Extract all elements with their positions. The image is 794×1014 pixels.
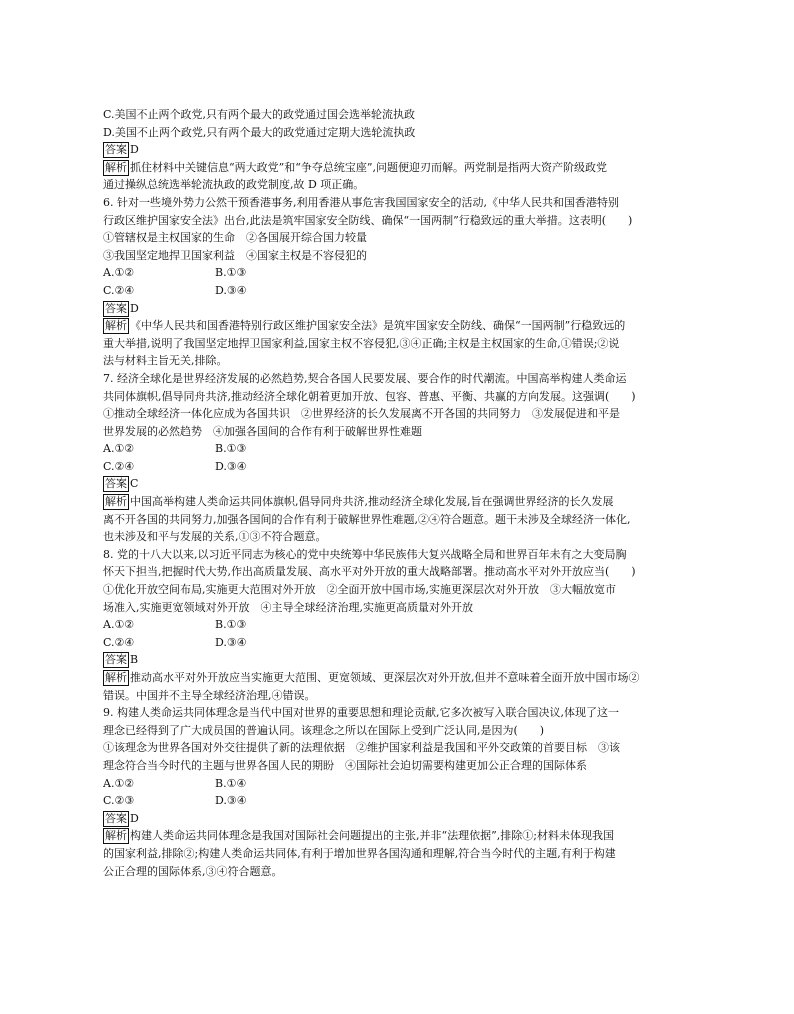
text-line: ①推动全球经济一体化应成为各国共识 ②世界经济的长久发展离不开各国的共同努力 ③发展促进和平是 xyxy=(103,407,620,421)
option-row xyxy=(103,775,703,793)
text-line: 重大举措,说明了我国坚定地捍卫国家利益,国家主权不容侵犯,③④正确;主权是主权国家的生命,①错误;②说 xyxy=(103,336,620,350)
option-row xyxy=(103,458,703,476)
analysis-label: 解析 xyxy=(105,829,127,843)
line-text: D xyxy=(130,301,139,315)
option-left: A.①② xyxy=(103,776,135,790)
line-text: B xyxy=(130,653,139,667)
line-text: D xyxy=(130,143,139,157)
option-left: A.①② xyxy=(103,442,135,456)
line-text: D xyxy=(130,811,139,825)
analysis-line xyxy=(103,493,703,511)
option-right: B.①③ xyxy=(215,442,247,456)
line-text: 构建人类命运共同体理念是我国对国际社会问题提出的主张,并非“法理依据”,排除①;材料未体现我国 xyxy=(130,829,614,843)
option-left: C.②④ xyxy=(103,283,135,297)
text-line: C.美国不止两个政党,只有两个最大的政党通过国会选举轮流执政 xyxy=(103,108,416,121)
analysis-line xyxy=(103,317,703,335)
text-line: 9. 构建人类命运共同体理念是当代中国对世界的重要思想和理论贡献,它多次被写入联合国决议,体现了这一 xyxy=(103,706,619,720)
option-right: B.①③ xyxy=(215,618,247,632)
answer-line xyxy=(103,300,703,318)
text-line: 的国家利益,排除②;构建人类命运共同体,有利于增加世界各国沟通和理解,符合当今时代的主题,有利于构建 xyxy=(103,846,616,860)
text-line: 行政区维护国家安全法》出台,此法是筑牢国家安全防线、确保“一国两制”行稳致远的重大举措。这表明( ) xyxy=(103,213,633,227)
line-text: C xyxy=(130,477,139,491)
analysis-line xyxy=(103,159,703,177)
answer-label: 答案 xyxy=(105,477,127,491)
text-line: D.美国不止两个政党,只有两个最大的政党通过定期大选轮流执政 xyxy=(103,125,416,139)
text-line: 共同体旗帜,倡导同舟共济,推动经济全球化朝着更加开放、包容、普惠、平衡、共赢的方向发展。这强调( ) xyxy=(103,389,636,403)
text-line: 法与材料主旨无关,排除。 xyxy=(103,354,228,368)
text-line: ①该理念为世界各国对外交往提供了新的法理依据 ②维护国家利益是我国和平外交政策的首要目标 ③该 xyxy=(103,741,620,755)
text-line: 7. 经济全球化是世界经济发展的必然趋势,契合各国人民要发展、要合作的时代潮流。中国高举构建人类命运 xyxy=(103,371,627,385)
analysis-label: 解析 xyxy=(105,319,127,333)
analysis-label: 解析 xyxy=(105,495,127,509)
option-row xyxy=(103,282,703,300)
option-left: C.②④ xyxy=(103,635,135,649)
answer-line xyxy=(103,810,703,828)
text-line: ①优化开放空间布局,实施更大范围对外开放 ②全面开放中国市场,实施更深层次对外开放 ③大幅放宽市 xyxy=(103,583,616,597)
option-row xyxy=(103,634,703,652)
option-left: A.①② xyxy=(103,266,135,280)
option-right: D.③④ xyxy=(215,794,247,808)
text-line: 理念已经得到了广大成员国的普遍认同。该理念之所以在国际上受到广泛认同,是因为( ) xyxy=(103,723,545,737)
analysis-line xyxy=(103,669,703,687)
text-line: 错误。中国并不主导全球经济治理,④错误。 xyxy=(103,688,316,702)
text-line: 8. 党的十八大以来,以习近平同志为核心的党中央统筹中华民族伟大复兴战略全局和世界百年未有之大变局胸 xyxy=(103,547,627,561)
answer-label: 答案 xyxy=(105,811,127,825)
option-right: D.③④ xyxy=(215,283,247,297)
analysis-line xyxy=(103,827,703,845)
text-line: 世界发展的必然趋势 ④加强各国间的合作有利于破解世界性难题 xyxy=(103,424,422,438)
document-page xyxy=(103,106,703,880)
text-line: 离不开各国的共同努力,加强各国间的合作有利于破解世界性难题,②④符合题意。题干未涉及全球经济一体化, xyxy=(103,512,631,526)
text-line: 怀天下担当,把握时代大势,作出高质量发展、高水平对外开放的重大战略部署。推动高水平对外开放应当( ) xyxy=(103,565,636,579)
line-text: 抓住材料中关键信息“两大政党”和“争夺总统宝座”,问题便迎刃而解。两党制是指两大资产阶级政党 xyxy=(130,160,607,174)
answer-label: 答案 xyxy=(105,653,127,667)
text-line: 也未涉及和平与发展的关系,①③不符合题意。 xyxy=(103,530,327,544)
option-left: A.①② xyxy=(103,618,135,632)
text-line: 通过操纵总统选举轮流执政的政党制度,故 D 项正确。 xyxy=(103,178,365,192)
option-row xyxy=(103,616,703,634)
analysis-label: 解析 xyxy=(105,671,127,684)
option-right: D.③④ xyxy=(215,635,247,649)
option-right: B.①③ xyxy=(215,266,247,280)
analysis-label: 解析 xyxy=(105,160,127,174)
answer-label: 答案 xyxy=(105,301,127,315)
line-text: 中国高举构建人类命运共同体旗帜,倡导同舟共济,推动经济全球化发展,旨在强调世界经济的长久发展 xyxy=(130,495,614,509)
text-line: 公正合理的国际体系,③④符合题意。 xyxy=(103,864,283,878)
text-line: 6. 针对一些境外势力公然干预香港事务,利用香港从事危害我国国家安全的活动,《中华人民共和国香港特别 xyxy=(103,195,619,209)
answer-line xyxy=(103,475,703,493)
option-row xyxy=(103,440,703,458)
option-right: D.③④ xyxy=(215,459,247,473)
option-left: C.②③ xyxy=(103,794,135,808)
text-line: ③我国坚定地捍卫国家利益 ④国家主权是不容侵犯的 xyxy=(103,248,367,262)
text-line: 场准入,实施更宽领域对外开放 ④主导全球经济治理,实施更高质量对外开放 xyxy=(103,600,473,614)
answer-line xyxy=(103,651,703,669)
answer-line xyxy=(103,141,703,159)
line-text: 《中华人民共和国香港特别行政区维护国家安全法》是筑牢国家安全防线、确保“一国两制”行稳致远的 xyxy=(130,319,626,333)
answer-label: 答案 xyxy=(105,143,127,157)
option-right: B.①④ xyxy=(215,776,247,790)
option-row xyxy=(103,264,703,282)
option-left: C.②④ xyxy=(103,459,135,473)
option-row xyxy=(103,792,703,810)
text-line: 理念符合当今时代的主题与世界各国人民的期盼 ④国际社会迫切需要构建更加公正合理的国际体系 xyxy=(103,758,587,772)
line-text: 推动高水平对外开放应当实施更大范围、更宽领域、更深层次对外开放,但并不意味着全面开放中国市场② xyxy=(130,671,640,684)
text-line: ①管辖权是主权国家的生命 ②各国展开综合国力较量 xyxy=(103,231,367,245)
